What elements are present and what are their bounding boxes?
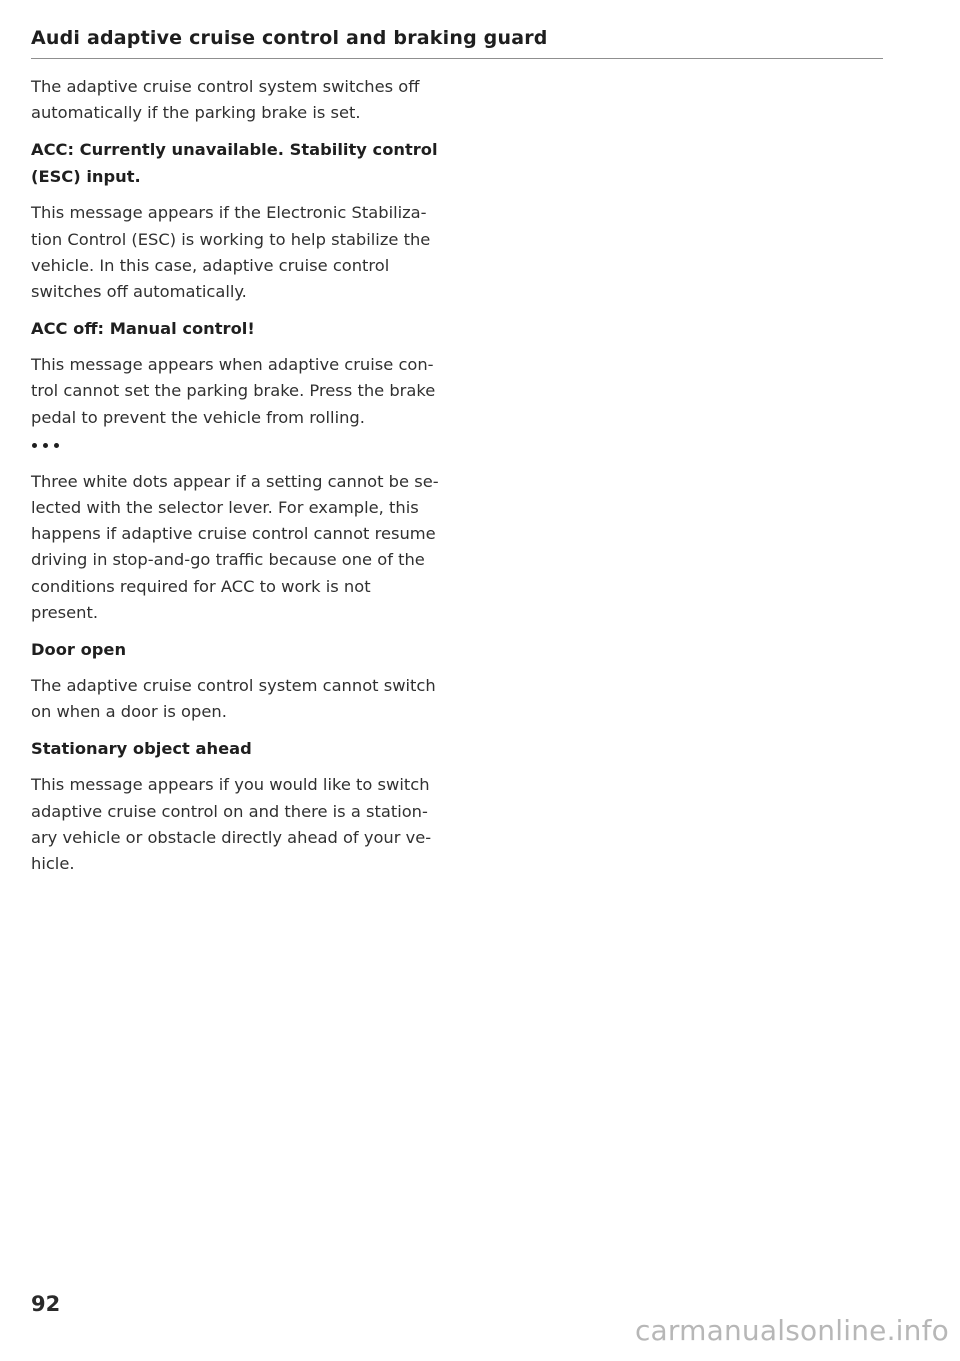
dot — [54, 443, 59, 448]
text-line: ary vehicle or obstacle directly ahead of your ve- — [31, 827, 432, 847]
text-line: tion Control (ESC) is working to help stabilize the — [31, 229, 431, 249]
page-title: Audi adaptive cruise control and braking guard — [31, 27, 548, 49]
three-dots-icon — [32, 441, 456, 451]
esc-heading — [31, 136, 456, 190]
header-divider — [31, 58, 883, 59]
text-line: switches off automatically. — [31, 282, 247, 302]
text-line: lected with the selector lever. For example, this — [31, 498, 419, 518]
text-line: This message appears when adaptive cruise con- — [31, 355, 434, 375]
heading-line: (ESC) input. — [31, 167, 141, 187]
text-line: present. — [31, 602, 99, 622]
intro-paragraph — [31, 74, 456, 126]
stationary-object-paragraph — [31, 772, 456, 877]
heading-line: ACC: Currently unavailable. Stability control — [31, 140, 438, 160]
text-line: happens if adaptive cruise control cannot resume — [31, 524, 436, 544]
text-line: vehicle. In this case, adaptive cruise control — [31, 255, 390, 275]
text-line: trol cannot set the parking brake. Press the brake — [31, 381, 436, 401]
watermark: carmanualsonline.info — [634, 1314, 949, 1347]
door-open-heading — [31, 636, 456, 663]
text-line: The adaptive cruise control system switches off — [31, 77, 420, 96]
dots-paragraph — [31, 469, 456, 626]
text-line: driving in stop-and-go traffic because one of the — [31, 550, 425, 570]
text-line: conditions required for ACC to work is not — [31, 576, 371, 596]
stationary-object-heading — [31, 735, 456, 762]
dot — [32, 443, 37, 448]
dot — [43, 443, 48, 448]
text-line: adaptive cruise control on and there is a station- — [31, 801, 428, 821]
text-line: on when a door is open. — [31, 702, 227, 722]
heading-line: ACC off: Manual control! — [31, 319, 255, 339]
heading-line: Stationary object ahead — [31, 739, 252, 759]
esc-paragraph — [31, 200, 456, 305]
text-line: pedal to prevent the vehicle from rolling. — [31, 407, 365, 427]
page-number: 92 — [31, 1292, 61, 1316]
heading-line: Door open — [31, 640, 127, 660]
text-line: automatically if the parking brake is set. — [31, 103, 361, 123]
manual-control-heading — [31, 315, 456, 342]
page-header — [31, 24, 883, 59]
text-line: This message appears if you would like to switch — [31, 775, 430, 795]
text-line: hicle. — [31, 854, 75, 874]
door-open-paragraph — [31, 673, 456, 725]
text-line: This message appears if the Electronic Stabiliza- — [31, 203, 427, 223]
main-column — [31, 74, 456, 887]
manual-control-paragraph — [31, 352, 456, 431]
text-line: The adaptive cruise control system cannot switch — [31, 676, 436, 696]
text-line: Three white dots appear if a setting cannot be se- — [31, 471, 439, 491]
